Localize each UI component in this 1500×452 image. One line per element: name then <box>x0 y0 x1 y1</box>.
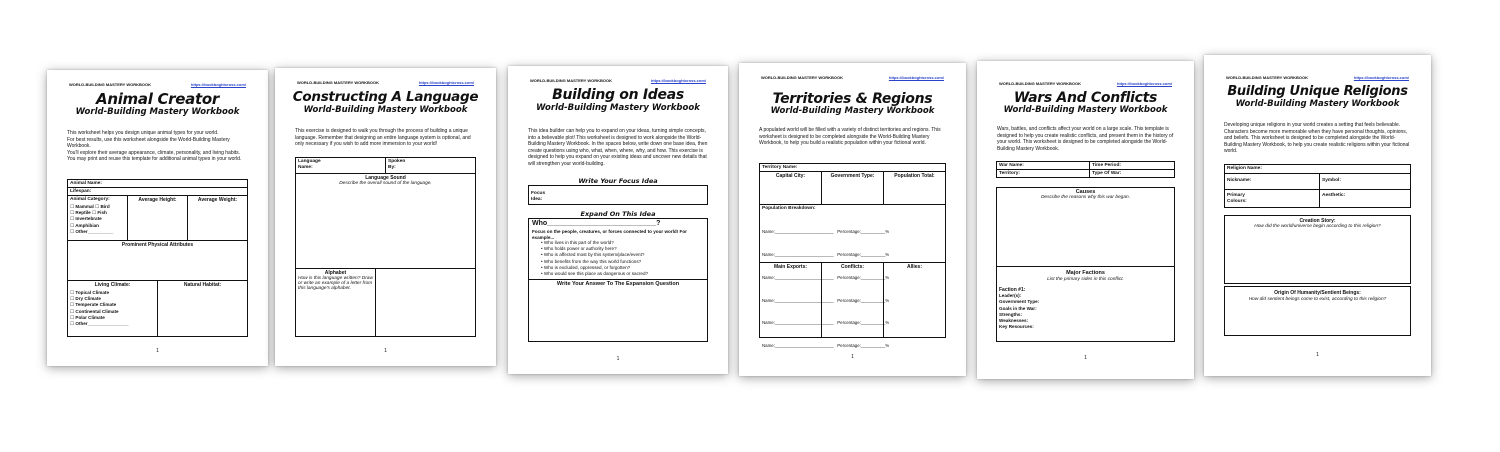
factions-field[interactable] <box>996 266 1175 342</box>
field-label: Creation Story: <box>1299 218 1336 224</box>
header-link[interactable]: https://bookboghtcross.com/ <box>418 80 474 85</box>
header-left: WORLD-BUILDING MASTERY WORKBOOK <box>1226 75 1308 80</box>
field-label: Focus Idea: <box>531 191 546 202</box>
field-label: Conflicts: <box>840 264 865 270</box>
header-left: WORLD-BUILDING MASTERY WORKBOOK <box>530 78 612 83</box>
question-list <box>541 240 648 277</box>
weight-field[interactable] <box>187 195 248 241</box>
faction-row[interactable]: Goals in the War: <box>999 305 1037 311</box>
page-header <box>999 81 1172 89</box>
checkbox-option[interactable]: ☐ Temperate Climate <box>70 302 117 308</box>
field-label: Territory: <box>999 171 1020 176</box>
alphabet-drawing-area[interactable] <box>375 268 476 337</box>
page-subtitle: World-Building Mastery Workbook <box>75 107 240 117</box>
aesthetic-field[interactable] <box>1319 189 1411 208</box>
header-left: WORLD-BUILDING MASTERY WORKBOOK <box>297 80 379 85</box>
header-left: WORLD-BUILDING MASTERY WORKBOOK <box>999 81 1081 86</box>
faction-row[interactable]: Faction #1: <box>999 287 1026 293</box>
page-header <box>297 80 474 88</box>
nickname-field[interactable] <box>1224 173 1320 190</box>
field-label: Language Sound <box>365 175 406 181</box>
field-label: Aesthetic: <box>1322 193 1346 198</box>
field-label: Spoken By: <box>388 159 406 170</box>
header-link[interactable]: https://bookboghtcross.com/ <box>888 75 944 80</box>
breakdown-row[interactable]: Name:________________________ Percentage:__________% <box>762 343 890 349</box>
field-label: Prominent Physical Attributes <box>121 242 194 248</box>
field-label: Territory Name: <box>762 165 798 170</box>
checkbox-option[interactable]: ☐ Dry Climate <box>70 296 101 302</box>
header-link[interactable]: https://bookboghtcross.com/ <box>650 78 706 83</box>
worksheet-religions[interactable] <box>1204 55 1431 376</box>
population-total-field[interactable] <box>883 171 946 205</box>
answer-field[interactable] <box>528 279 708 342</box>
allies-field[interactable] <box>883 262 946 338</box>
who-question: Who____________________________? <box>532 220 661 227</box>
checkbox-option[interactable]: ☐ Mammal ☐ Bird <box>70 204 110 209</box>
field-label: Average Weight: <box>197 197 238 203</box>
causes-field[interactable] <box>996 187 1175 267</box>
field-label: Language Name: <box>298 159 321 170</box>
field-label: Nickname: <box>1227 178 1252 183</box>
government-type-field[interactable] <box>821 171 884 205</box>
spoken-by-field[interactable] <box>385 157 476 174</box>
page-header <box>69 82 246 90</box>
field-label: Write Your Answer To The Expansion Question <box>556 281 680 287</box>
habitat-field[interactable] <box>157 280 248 337</box>
field-label: Alphabet <box>324 270 347 276</box>
climate-field[interactable] <box>67 280 158 337</box>
page-number: 1 <box>851 354 854 360</box>
page-title: Animal Creator <box>96 90 219 108</box>
page-header <box>761 75 944 83</box>
field-label: Population Breakdown: <box>762 206 816 211</box>
faction-row[interactable]: Leader(s): <box>999 293 1022 299</box>
intro-text: This idea builder can help you to expand on your ideas, turning simple concepts, into a believable plot! This worksheet is designed to work alongside the World-Building Mastery Workbook. In the spaces below, write down one base idea, then create questions using who, what, when, where, why, and how. This exercise is designed to help you expand on your existing ideas and uncover new details that will strengthen your world-building. <box>528 128 708 167</box>
field-label: Animal Category: <box>70 197 110 202</box>
header-link[interactable]: https://bookboghtcross.com/ <box>190 82 246 87</box>
field-label: Capital City: <box>775 173 806 179</box>
capital-city-field[interactable] <box>759 171 822 205</box>
page-number: 1 <box>384 348 387 354</box>
question-item: • Who lives in this part of the world? <box>541 240 614 245</box>
intro-line: You'll explore their average appearance, climate, personality, and living habits. You may print and reuse this template for additional animal types in your world. <box>67 149 242 163</box>
question-item: • Who benefits from the way this world functions? <box>541 258 642 264</box>
field-label: Causes <box>1075 189 1096 195</box>
intro-line: This worksheet helps you design unique animal types for your world. <box>67 130 219 136</box>
field-description: List the primary sides in this conflict. <box>1047 277 1124 282</box>
page-subtitle: World-Building Mastery Workbook <box>1003 105 1168 115</box>
field-label: Main Exports: <box>773 264 808 270</box>
checkbox-option[interactable]: ☐ Amphibian <box>70 222 99 228</box>
faction-row[interactable]: Weaknesses: <box>999 318 1029 324</box>
category-field[interactable] <box>67 195 128 241</box>
creation-story-field[interactable] <box>1224 215 1411 284</box>
page-number: 1 <box>1084 355 1087 361</box>
conflicts-field[interactable] <box>821 262 884 338</box>
language-sound-field[interactable] <box>295 173 476 269</box>
checkbox-option[interactable]: ☐ Reptile ☐ Fish <box>70 210 107 216</box>
breakdown-row[interactable]: Name:________________________ Percentage:__________% <box>762 320 890 326</box>
symbol-field[interactable] <box>1319 173 1411 190</box>
field-label: Symbol: <box>1322 178 1341 183</box>
field-label: Major Factions <box>1066 270 1105 276</box>
height-field[interactable] <box>127 195 188 241</box>
field-label: Population Total: <box>894 173 935 179</box>
main-exports-field[interactable] <box>759 262 822 338</box>
field-label: Lifespan: <box>70 189 92 194</box>
intro-text: A populated world will be filled with a variety of distinct territories and regions. This worksheet is designed to be completed alongside the World-Building Mastery Workbook, to help you build a realistic population within your fictional world. <box>759 127 941 147</box>
field-label: Origin Of Humanity/Sentient Beings: <box>1274 290 1361 296</box>
worksheet-wars[interactable] <box>977 61 1194 379</box>
checkbox-option[interactable]: ☐ Polar Climate <box>70 314 105 320</box>
checkbox-option[interactable]: ☐ Topical Climate <box>70 290 110 295</box>
territory-field[interactable] <box>996 169 1090 178</box>
page-number: 1 <box>616 356 620 362</box>
worksheet-ideas[interactable] <box>508 66 728 374</box>
faction-row[interactable]: Strengths: <box>999 311 1022 317</box>
question-item: • Who holds power or authority here? <box>541 246 617 252</box>
page-number: 1 <box>156 348 159 354</box>
breakdown-row[interactable]: Name:________________________ Percentage:__________% <box>762 229 890 235</box>
faction-rows[interactable] <box>999 287 1039 330</box>
breakdown-row[interactable]: Name:________________________ Percentage:__________% <box>762 297 890 303</box>
type-of-war-field[interactable] <box>1089 169 1175 178</box>
language-name-field[interactable] <box>295 157 386 174</box>
page-number: 1 <box>1316 352 1319 358</box>
field-description: Describe the overall sound of the language. <box>339 181 432 186</box>
header-link[interactable]: https://bookboghtcross.com/ <box>1116 81 1172 86</box>
breakdown-row[interactable]: Name:________________________ Percentage:__________% <box>762 251 890 257</box>
worksheet-language[interactable] <box>275 68 496 366</box>
intro-line: For best results, use this worksheet alongside the World-Building Mastery Workbook. <box>67 136 230 150</box>
page-subtitle: World-Building Mastery Workbook <box>536 103 700 113</box>
field-label: Living Climate: <box>94 282 131 288</box>
primary-colours-field[interactable] <box>1224 189 1320 208</box>
header-left: WORLD-BUILDING MASTERY WORKBOOK <box>761 75 843 80</box>
question-item: • Who is affected most by this system/place/event? <box>541 252 645 258</box>
field-label: Religion Name: <box>1227 166 1262 171</box>
who-description: Focus on the people, creatures, or forces connected to your world! For example... <box>532 229 687 240</box>
field-description: How is this language written? Draw or write an example of a letter from this language's alphabet. <box>298 276 373 291</box>
question-item: • Who would see this place as dangerous or sacred? <box>541 271 649 277</box>
checkbox-option[interactable]: ☐ Continental Climate <box>70 308 119 314</box>
page-header <box>1226 75 1409 83</box>
field-label: Allies: <box>906 264 922 270</box>
page-title: Building Unique Religions <box>1227 84 1408 99</box>
focus-idea-field[interactable] <box>528 185 708 205</box>
intro-text: Developing unique religions in your world creates a setting that feels believable. Characters become more memorable when they have personal thoughts, opinions, and beliefs. This worksheet is designed to be completed alongside the World-Building Mastery Workbook, to help you create realistic religions within your fictional world. <box>1224 122 1410 155</box>
field-label: Animal Name: <box>70 181 102 186</box>
page-title: Wars And Conflicts <box>1013 90 1158 106</box>
field-label: Time Period: <box>1092 163 1121 168</box>
page-header <box>530 78 706 86</box>
field-label: Type Of War: <box>1092 171 1122 176</box>
field-label: Natural Habitat: <box>183 282 222 288</box>
field-description: How did sentient beings come to exist, according to this religion? <box>1248 297 1387 302</box>
page-subtitle: World-Building Mastery Workbook <box>1235 99 1400 109</box>
field-label: Government Type: <box>830 173 875 179</box>
intro-text: This exercise is designed to walk you through the process of building a unique language. Remember that designing an entire language system is optional, and only necessary if you wish to add more immersion to your world! <box>295 128 471 148</box>
intro-text <box>67 130 248 163</box>
page-title: Territories & Regions <box>772 91 933 107</box>
origin-of-humanity-field[interactable] <box>1224 286 1411 336</box>
question-item: • Who is excluded, oppressed, or forgotten? <box>541 264 631 270</box>
checkbox-option[interactable]: ☐ Other________________ <box>70 321 129 327</box>
checkbox-option[interactable]: ☐ Invertebrate <box>70 216 102 222</box>
page-subtitle: World-Building Mastery Workbook <box>770 106 935 116</box>
category-options[interactable] <box>70 204 113 235</box>
field-label: Primary Colours: <box>1227 193 1247 204</box>
focus-heading: Write Your Focus Idea <box>578 177 658 185</box>
expansion-question-box[interactable] <box>528 218 708 280</box>
checkbox-option[interactable]: ☐ Other__________ <box>70 228 114 234</box>
page-title: Constructing A Language <box>292 89 479 105</box>
breakdown-row[interactable]: Name:________________________ Percentage:__________% <box>762 274 890 280</box>
field-label: War Name: <box>999 163 1024 168</box>
field-description: How did the world/universe begin according to this religion? <box>1254 224 1381 229</box>
page-title: Building on Ideas <box>552 87 684 103</box>
intro-text: Wars, battles, and conflicts affect your world on a large scale. This template is designed to help you create realistic conflicts, and present them in the history of your world. This worksheet is designed to be completed alongside the World-Building Mastery Workbook. <box>997 126 1174 152</box>
page-subtitle: World-Building Mastery Workbook <box>303 105 468 115</box>
alphabet-field[interactable] <box>295 268 376 337</box>
faction-row[interactable]: Government Type: <box>999 299 1040 305</box>
field-description: Describe the reasons why this war began. <box>1040 195 1131 200</box>
header-left: WORLD-BUILDING MASTERY WORKBOOK <box>69 82 151 87</box>
physical-attributes-field[interactable] <box>67 240 248 281</box>
expand-heading: Expand On This Idea <box>580 210 656 218</box>
field-label: Average Height: <box>138 197 177 203</box>
worksheet-territories[interactable] <box>739 63 966 376</box>
faction-row[interactable]: Key Resources: <box>999 324 1034 330</box>
header-link[interactable]: https://bookboghtcross.com/ <box>1353 75 1409 80</box>
climate-options[interactable] <box>70 290 129 327</box>
worksheet-animal-creator[interactable] <box>47 70 268 366</box>
